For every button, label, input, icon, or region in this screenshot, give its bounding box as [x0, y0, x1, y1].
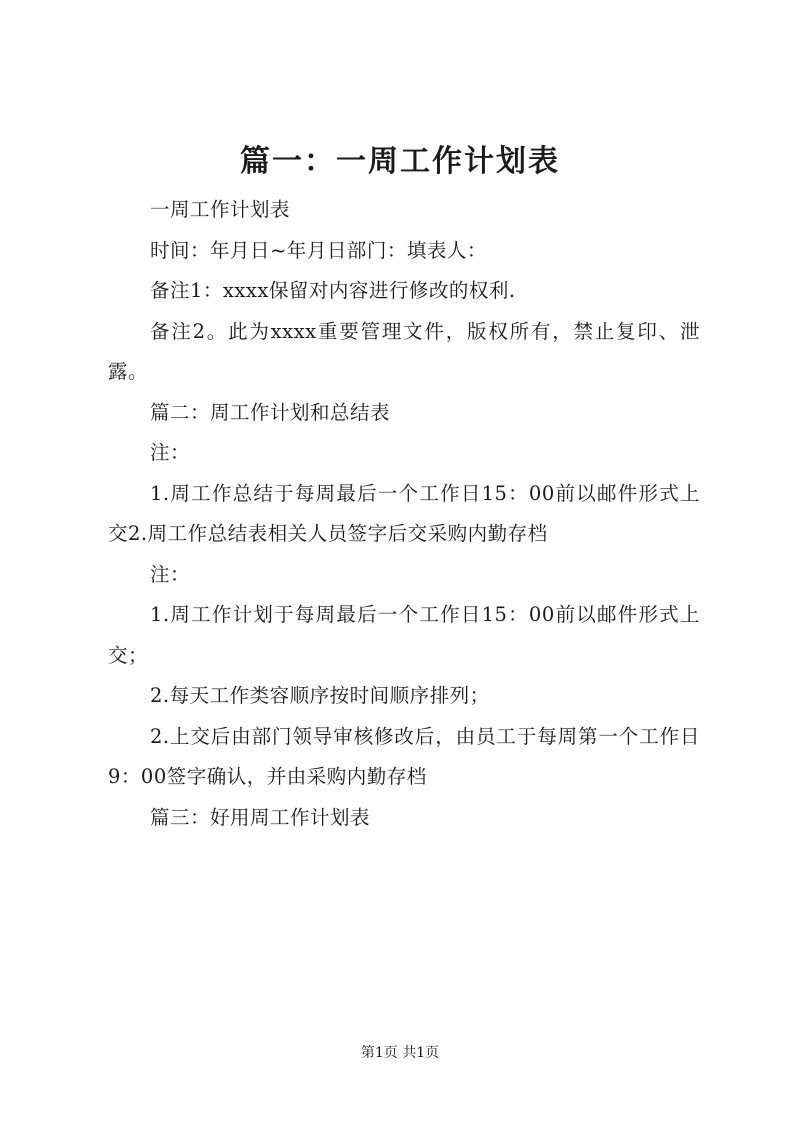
- paragraph-note-2: 备注2。此为xxxx重要管理文件，版权所有，禁止复印、泄露。: [108, 319, 700, 383]
- document-title: 篇一：一周工作计划表: [240, 144, 560, 179]
- paragraph-note-label-2: 注：: [150, 562, 191, 586]
- paragraph-section-3-heading: 篇三：好用周工作计划表: [150, 805, 371, 829]
- paragraph-time-dept: 时间：年月日~年月日部门：填表人：: [150, 238, 487, 262]
- paragraph-summary-rule: 1.周工作总结于每周最后一个工作日15：00前以邮件形式上交2.周工作总结表相关人员签字后交采购内勤存档: [108, 481, 700, 545]
- paragraph-plan-heading: 一周工作计划表: [150, 198, 291, 221]
- paragraph-note-1: 备注1：xxxx保留对内容进行修改的权利.: [150, 279, 516, 302]
- paragraph-plan-rule-3: 2.上交后由部门领导审核修改后，由员工于每周第一个工作日9：00签字确认，并由采购内勤存档: [108, 724, 700, 788]
- document-body: [108, 190, 700, 838]
- paragraph-section-2-heading: 篇二：周工作计划和总结表: [150, 400, 391, 424]
- paragraph-note-label: 注：: [150, 441, 191, 464]
- paragraph-plan-rule-1: 1.周工作计划于每周最后一个工作日15：00前以邮件形式上交；: [108, 603, 700, 667]
- page-footer: 第1页 共1页: [360, 1045, 440, 1061]
- paragraph-plan-rule-2: 2.每天工作类容顺序按时间顺序排列；: [150, 684, 490, 707]
